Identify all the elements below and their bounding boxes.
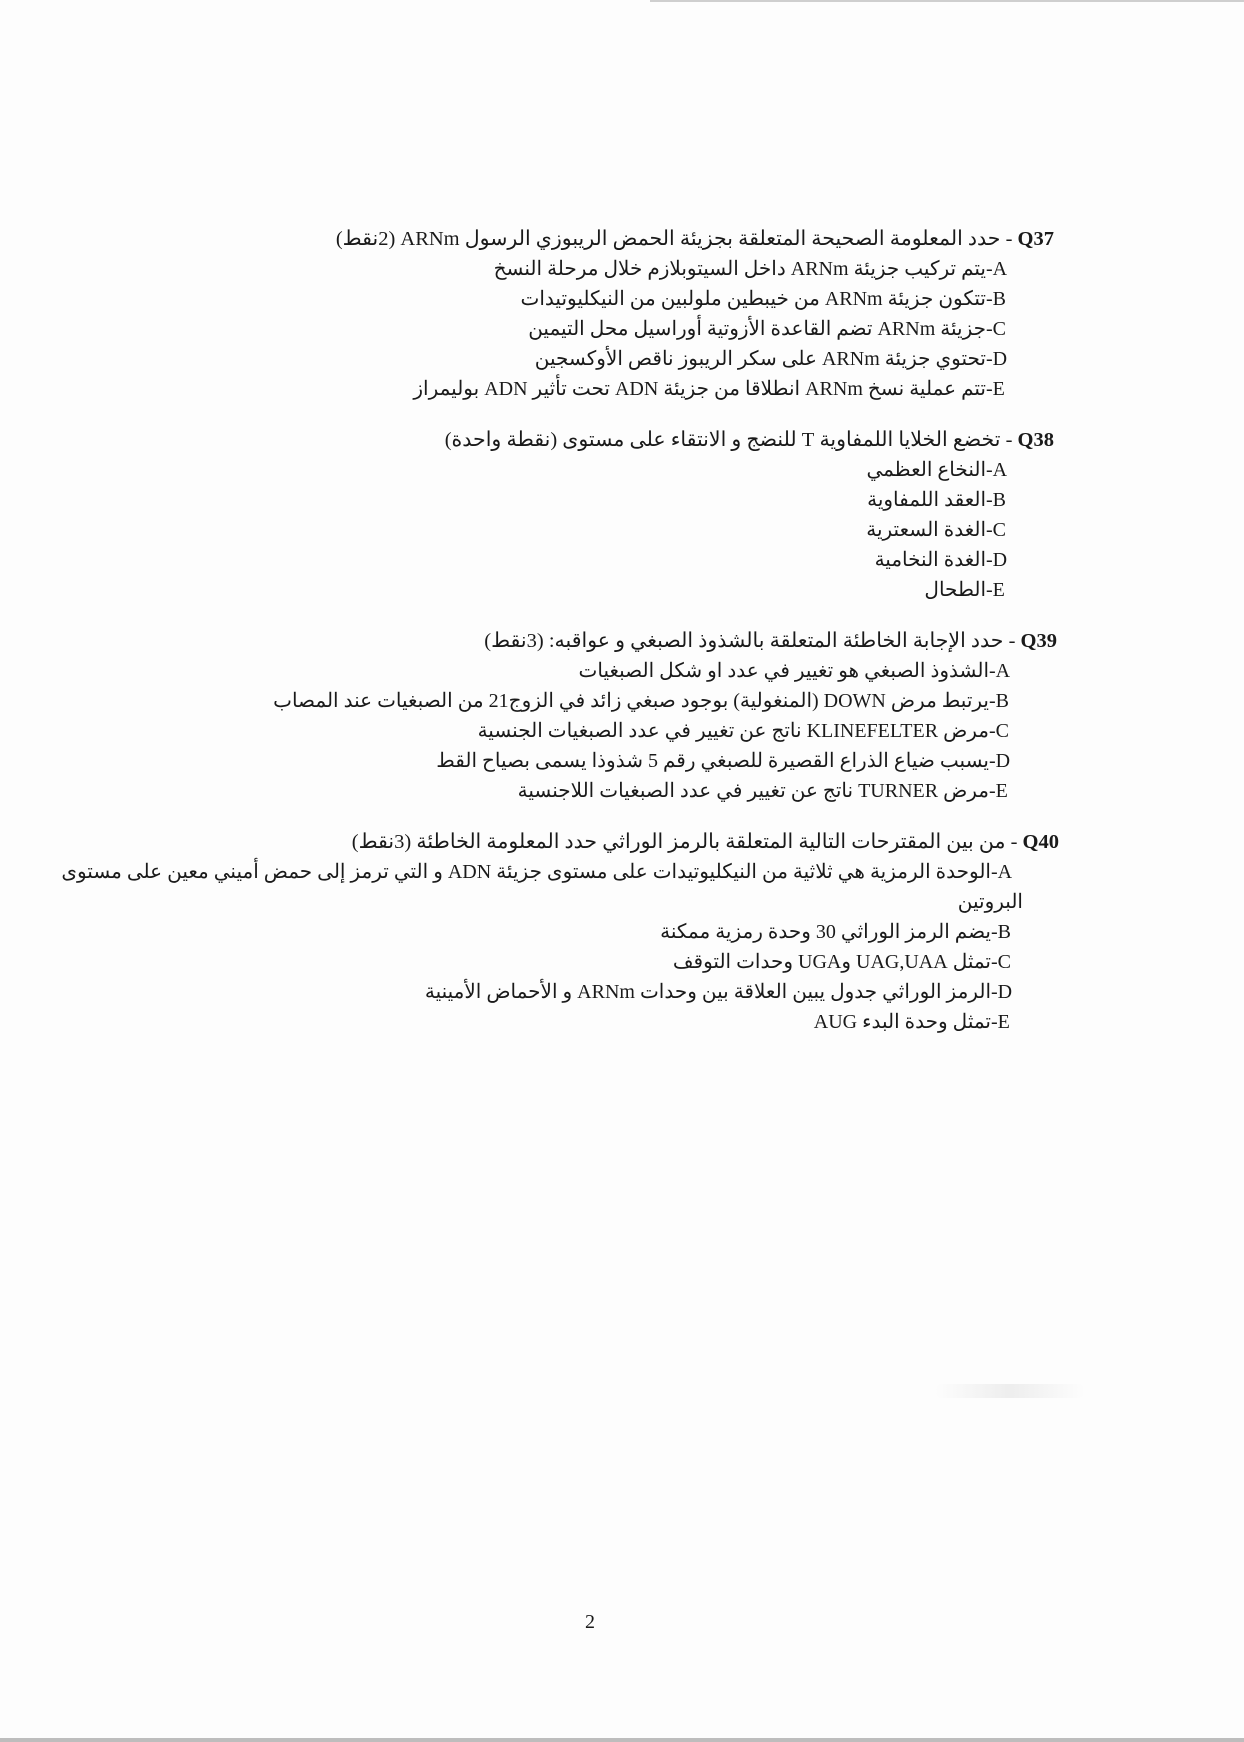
question-number: Q37 [1017, 228, 1054, 250]
question-prompt: - حدد الإجابة الخاطئة المتعلقة بالشذوذ الصبغي و عواقبه: (3نقط) [484, 630, 1016, 652]
option-text: الوحدة الرمزية هي ثلاثية من النيكليوتيدات على مستوى جزيئة ADN و التي ترمز إلى حمض أميني معين على مستوى البروتين [61, 861, 1023, 913]
option-text: تحتوي جزيئة ARNm على سكر الريبوز ناقص الأوكسجين [534, 348, 986, 370]
option-letter: -D [986, 348, 1008, 370]
option-item [273, 776, 1021, 806]
option-item [445, 575, 1018, 605]
scan-smudge [935, 1384, 1085, 1398]
option-text: تمثل UAG,UAA وUGA وحدات التوقف [672, 951, 991, 973]
option-text: تتم عملية نسخ ARNm انطلاقا من جزيئة ADN تحت تأثير ADN بوليمراز [413, 378, 986, 400]
question-header [49, 827, 1059, 857]
option-item [445, 485, 1018, 515]
option-letter: -E [989, 780, 1008, 802]
option-text: يتم تركيب جزيئة ARNm داخل السيتوبلازم خلال مرحلة النسخ [493, 258, 986, 280]
option-letter: -B [986, 489, 1006, 511]
option-text: يسبب ضياع الذراع القصيرة للصبغي رقم 5 شذوذا يسمى بصياح القط [436, 750, 989, 772]
option-item [273, 716, 1021, 746]
option-text: النخاع العظمي [866, 459, 986, 481]
option-text: الرمز الوراثي جدول يبين العلاقة بين وحدات ARNm و الأحماض الأمينية [424, 981, 991, 1003]
option-text: تتكون جزيئة ARNm من خيبطين ملولبين من النيكليوتيدات [520, 288, 986, 310]
question-q40 [49, 827, 1059, 1037]
option-item [49, 977, 1023, 1007]
question-prompt: - تخضع الخلايا اللمفاوية T للنضج و الانتقاء على مستوى (نقطة واحدة) [444, 429, 1013, 451]
option-item [273, 746, 1021, 776]
question-number: Q39 [1020, 630, 1057, 652]
option-text: يرتبط مرض DOWN (المنغولية) بوجود صبغي زائد في الزوج21 من الصبغيات عند المصاب [273, 690, 989, 712]
option-item [49, 857, 1023, 917]
page-number: 2 [585, 1611, 595, 1633]
option-letter: -E [986, 579, 1005, 601]
option-text: جزيئة ARNm تضم القاعدة الأزوتية أوراسيل محل التيمين [528, 318, 986, 340]
option-text: الغدة السعترية [866, 519, 986, 541]
option-letter: -C [986, 519, 1006, 541]
question-number: Q40 [1022, 831, 1059, 853]
option-letter: -A [991, 861, 1013, 883]
option-letter: -A [986, 459, 1008, 481]
option-item [49, 947, 1023, 977]
option-item [336, 284, 1018, 314]
option-list [445, 455, 1018, 605]
option-item [336, 314, 1018, 344]
option-letter: -D [986, 549, 1008, 571]
option-item [336, 374, 1018, 404]
option-text: الطحال [924, 579, 986, 601]
option-item [336, 344, 1018, 374]
scan-bottom-edge [0, 1738, 1244, 1742]
option-letter: -E [986, 378, 1005, 400]
option-letter: -A [989, 660, 1011, 682]
option-list [273, 656, 1021, 806]
question-prompt: - من بين المقترحات التالية المتعلقة بالرمز الوراثي حدد المعلومة الخاطئة (3نقط) [351, 831, 1018, 853]
question-header [445, 425, 1054, 455]
option-letter: -C [991, 951, 1011, 973]
option-letter: -B [986, 288, 1006, 310]
option-text: مرض TURNER ناتج عن تغيير في عدد الصبغيات اللاجنسية [517, 780, 989, 802]
option-letter: -D [989, 750, 1011, 772]
question-header [273, 626, 1057, 656]
option-letter: -B [991, 921, 1011, 943]
option-letter: -B [989, 690, 1009, 712]
option-letter: -C [986, 318, 1006, 340]
option-item [445, 515, 1018, 545]
option-letter: -D [991, 981, 1013, 1003]
question-q38 [445, 425, 1054, 605]
option-item [445, 545, 1018, 575]
option-item [273, 656, 1021, 686]
option-text: AUG تمثل وحدة البدء [813, 1011, 991, 1033]
option-text: العقد اللمفاوية [867, 489, 986, 511]
question-header [336, 224, 1054, 254]
option-item [49, 917, 1023, 947]
option-list [336, 254, 1018, 404]
option-text: الغدة النخامية [874, 549, 986, 571]
scan-top-edge [650, 0, 1244, 2]
option-letter: -A [986, 258, 1008, 280]
option-item [273, 686, 1021, 716]
option-item [49, 1007, 1023, 1037]
option-item [336, 254, 1018, 284]
question-q39 [273, 626, 1057, 806]
option-item [445, 455, 1018, 485]
option-list [49, 857, 1023, 1037]
option-letter: -C [989, 720, 1009, 742]
option-text: مرض KLINEFELTER ناتج عن تغيير في عدد الصبغيات الجنسية [477, 720, 989, 742]
option-letter: -E [991, 1011, 1010, 1033]
question-q37 [336, 224, 1054, 404]
option-text: يضم الرمز الوراثي 30 وحدة رمزية ممكنة [660, 921, 991, 943]
option-text: الشذوذ الصبغي هو تغيير في عدد او شكل الصبغيات [578, 660, 989, 682]
question-prompt: - حدد المعلومة الصحيحة المتعلقة بجزيئة الحمض الريبوزي الرسول ARNm (2نقط) [335, 228, 1013, 250]
question-number: Q38 [1017, 429, 1054, 451]
